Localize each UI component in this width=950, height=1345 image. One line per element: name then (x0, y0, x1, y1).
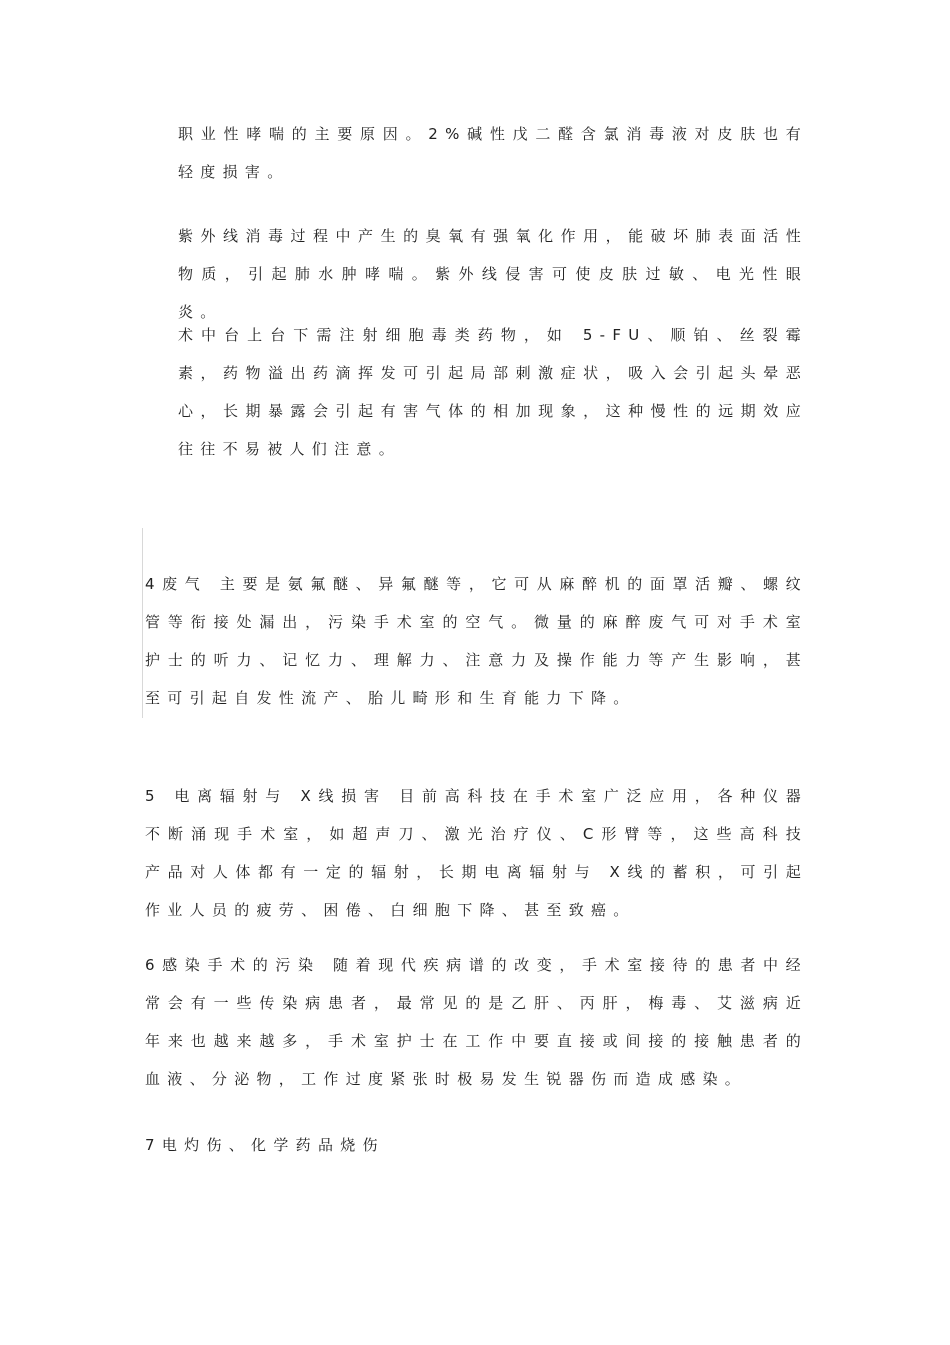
paragraph-infection: 6感染手术的污染 随着现代疾病谱的改变，手术室接待的患者中经常会有一些传染病患者，最常见的是乙肝、丙肝，梅毒、艾滋病近年来也越来越多，手术室护士在工作中要直接或间接的接触患者的血液、分泌物，工作过度紧张时极易发生锐器伤而造成感染。 (145, 956, 808, 1088)
paragraph-waste-gas: 4废气 主要是氨氟醚、异氟醚等，它可从麻醉机的面罩活瓣、螺纹管等衔接处漏出，污染手术室的空气。微量的麻醉废气可对手术室护士的听力、记忆力、理解力、注意力及操作能力等产生影响，甚至可引起自发性流产、胎儿畸形和生育能力下降。 (145, 575, 808, 707)
paragraph-burns-heading: 7电灼伤、化学药品烧伤 (145, 1136, 385, 1154)
paragraph-uv-ozone: 紫外线消毒过程中产生的臭氧有强氧化作用，能破坏肺表面活性物质，引起肺水肿哮喘。紫外线侵害可使皮肤过敏、电光性眼炎。 (178, 227, 808, 321)
paragraph-ionizing-radiation: 5 电离辐射与 X线损害 目前高科技在手术室广泛应用，各种仪器不断涌现手术室，如超声刀、激光治疗仪、C形臂等，这些高科技产品对人体都有一定的辐射，长期电离辐射与 X线的蓄积，可引起作业人员的疲劳、困倦、白细胞下降、甚至致癌。 (145, 787, 808, 919)
paragraph-cytotoxic-drugs: 术中台上台下需注射细胞毒类药物，如 5-FU、顺铂、丝裂霉素，药物溢出药滴挥发可引起局部刺激症状，吸入会引起头晕恶心，长期暴露会引起有害气体的相加现象，这种慢性的远期效应往往不易被人们注意。 (178, 326, 808, 458)
paragraph-disinfectant-harm: 职业性哮喘的主要原因。2%碱性戊二醛含氯消毒液对皮肤也有轻度损害。 (178, 125, 808, 181)
margin-rule (142, 528, 143, 718)
